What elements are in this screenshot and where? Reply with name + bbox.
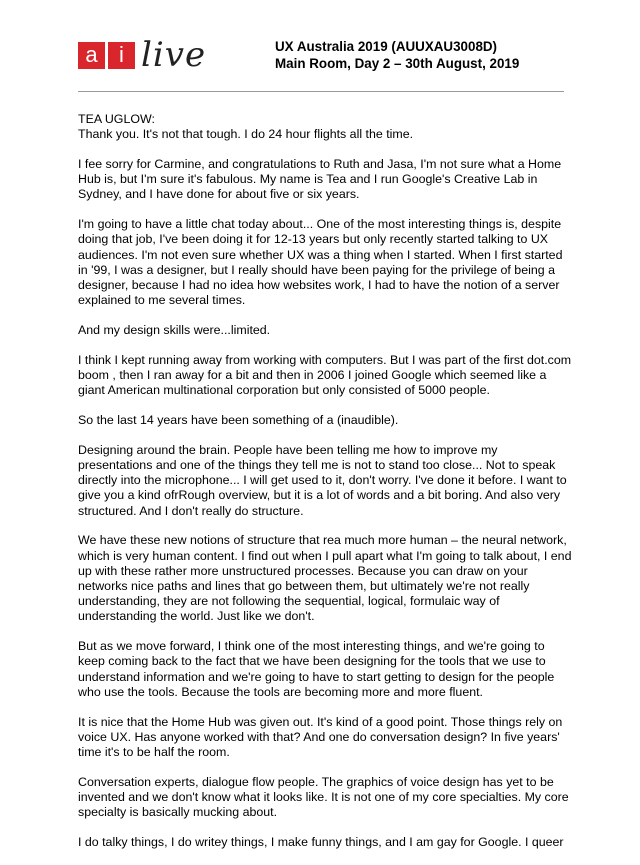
logo-letter-i: i <box>108 42 135 69</box>
transcript-paragraph: So the last 14 years have been something of a (inaudible). <box>78 413 399 428</box>
document-header <box>275 38 519 72</box>
paragraph-text: Thank you. It's not that tough. I do 24 hour flights all the time. <box>78 127 414 142</box>
transcript-paragraph: I'm going to have a little chat today about... One of the most interesting things is, despite doing that job, I've been doing it for 12-13 years but only recently started talking to UX audiences. I'm not even sure whether UX was a thing when I started. When I first started in '99, I was a designer, but I really should have been paying for the privilege of being a designer, because I had no idea how websites work, I had to have the notion of a server explained to me several times. <box>78 217 563 308</box>
speaker-name: TEA UGLOW: <box>78 112 155 126</box>
transcript-paragraph: Conversation experts, dialogue flow people. The graphics of voice design has yet to be invented and we don't know what it looks like. It is not one of my core specialties. My core specialty is basically mucking about. <box>78 774 569 820</box>
transcript-paragraph: I fee sorry for Carmine, and congratulations to Ruth and Jasa, I'm not sure what a Home Hub is, but I'm sure it's fabulous. My name is Tea and I run Google's Creative Lab in Sydney, and I have done for about five or six years. <box>78 157 562 202</box>
logo-letter-a: a <box>78 42 105 69</box>
transcript-paragraph: And my design skills were...limited. <box>78 323 271 338</box>
transcript-paragraph: It is nice that the Home Hub was given out. It's kind of a good point. Those things rely on voice UX. Has anyone worked with that? And one do conversation design? In five years' time it's to be half the room. <box>78 714 563 760</box>
transcript-paragraph: But as we move forward, I think one of the most interesting things, and we're going to keep coming back to the fact that we have been designing for the tools that we use to understand information and we're going to have to start getting to design for the people who use the tools. Because the tools are becoming more and more fluent. <box>78 639 555 699</box>
transcript-paragraph: We have these new notions of structure that rea much more human – the neural network, which is very human content. I find out when I pull apart what I'm going to talk about, I end up with these rather more unstructured processes. Because you can draw on your networks nice paths and lines that go between them, but ultimately we're not really understanding, they are not following the sequential, logical, formulaic way of understanding the world. Just like we don't. <box>78 533 572 624</box>
header-event-title: UX Australia 2019 (AUUXAU3008D) <box>275 39 498 54</box>
header-divider <box>78 91 564 92</box>
transcript-body <box>78 112 574 865</box>
logo-word-live: live <box>141 35 207 75</box>
transcript-paragraph: I think I kept running away from working with computers. But I was part of the first dot.com boom , then I ran away for a bit and then in 2006 I joined Google which seemed like a giant American multinational corporation but only consisted of 5000 people. <box>78 352 572 398</box>
transcript-paragraph: Designing around the brain. People have been telling me how to improve my presentations and one of the things they tell me is not to stand too close... Not to speak directly into the microphone... I will get used to it, don't worry. I've done it before. I want to give you a kind ofrRough overview, but it is a lot of words and a bit boring. And also very structured. And I don't really do structure. <box>78 442 567 518</box>
header-session-info: Main Room, Day 2 – 30th August, 2019 <box>275 56 520 71</box>
ai-live-logo <box>78 35 207 75</box>
transcript-paragraph <box>78 112 574 142</box>
transcript-paragraph: I do talky things, I do writey things, I make funny things, and I am gay for Google. I queer <box>78 835 564 850</box>
